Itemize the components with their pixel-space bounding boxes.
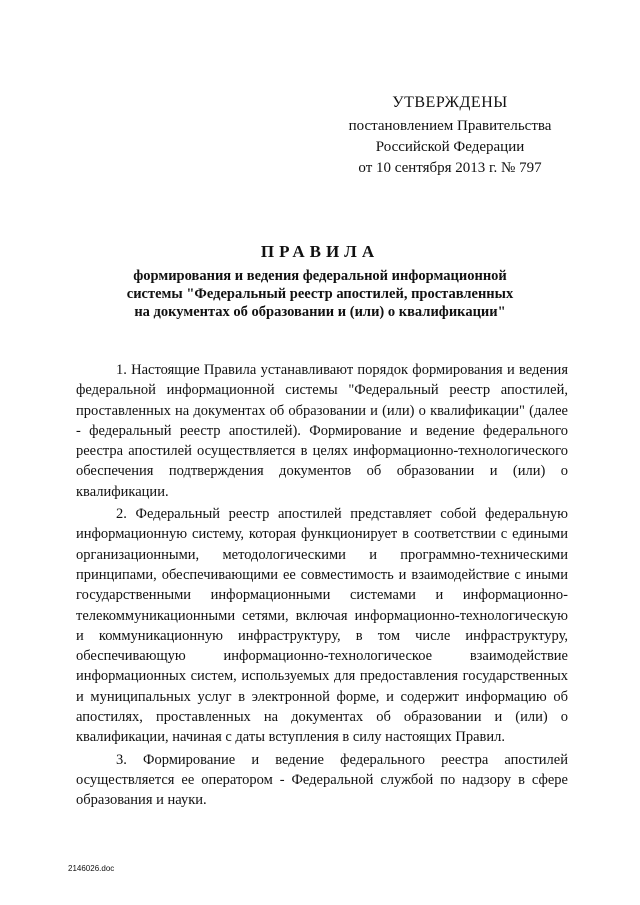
approval-block bbox=[330, 92, 570, 179]
subtitle-line-3: на документах об образовании и (или) о квалификации" bbox=[134, 304, 506, 320]
document-body bbox=[76, 360, 568, 813]
approval-line-3: от 10 сентября 2013 г. № 797 bbox=[358, 160, 542, 176]
approval-line-1: постановлением Правительства bbox=[348, 118, 552, 134]
document-subtitle bbox=[80, 267, 560, 321]
approval-heading: УТВЕРЖДЕНЫ bbox=[392, 94, 508, 111]
file-name-footer: 2146026.doc bbox=[68, 864, 115, 873]
subtitle-line-2: системы "Федеральный реестр апостилей, проставленных bbox=[126, 286, 514, 302]
paragraph-2: 2. Федеральный реестр апостилей представляет собой федеральную информационную систему, которая функционирует в соответствии с едиными организационными, методологическими и программно-техническими принципами, обеспечивающими ее совместимость и взаимодействие с иными государственными информационными системами и информационно-телекоммуникационными сетями, включая информационно-технологическую и коммуникационную инфраструктуру, в том числе инфраструктуру, обеспечивающую информационно-технологическое взаимодействие информационных систем, используемых для предоставления государственных и муниципальных услуг в электронной форме, и содержит информацию об апостилях, проставленных на документах об образовании и (или) о квалификации, начиная с даты вступления в силу настоящих Правил. bbox=[76, 506, 568, 746]
subtitle-line-1: формирования и ведения федеральной информационной bbox=[133, 268, 507, 284]
approval-line-2: Российской Федерации bbox=[375, 139, 525, 155]
paragraph-3: 3. Формирование и ведение федерального реестра апостилей осуществляется ее оператором - Федеральной службой по надзору в сфере образования и науки. bbox=[76, 751, 568, 809]
document-title: ПРАВИЛА bbox=[260, 242, 380, 261]
paragraph-1: 1. Настоящие Правила устанавливают порядок формирования и ведения федеральной информационной системы "Федеральный реестр апостилей, проставленных на документах об образовании и (или) о квалификации" (далее - федеральный реестр апостилей). Формирование и ведение федерального реестра апостилей осуществляется в целях информационно-технологического обеспечения подтверждения документов об образовании и (или) о квалификации. bbox=[76, 362, 568, 500]
